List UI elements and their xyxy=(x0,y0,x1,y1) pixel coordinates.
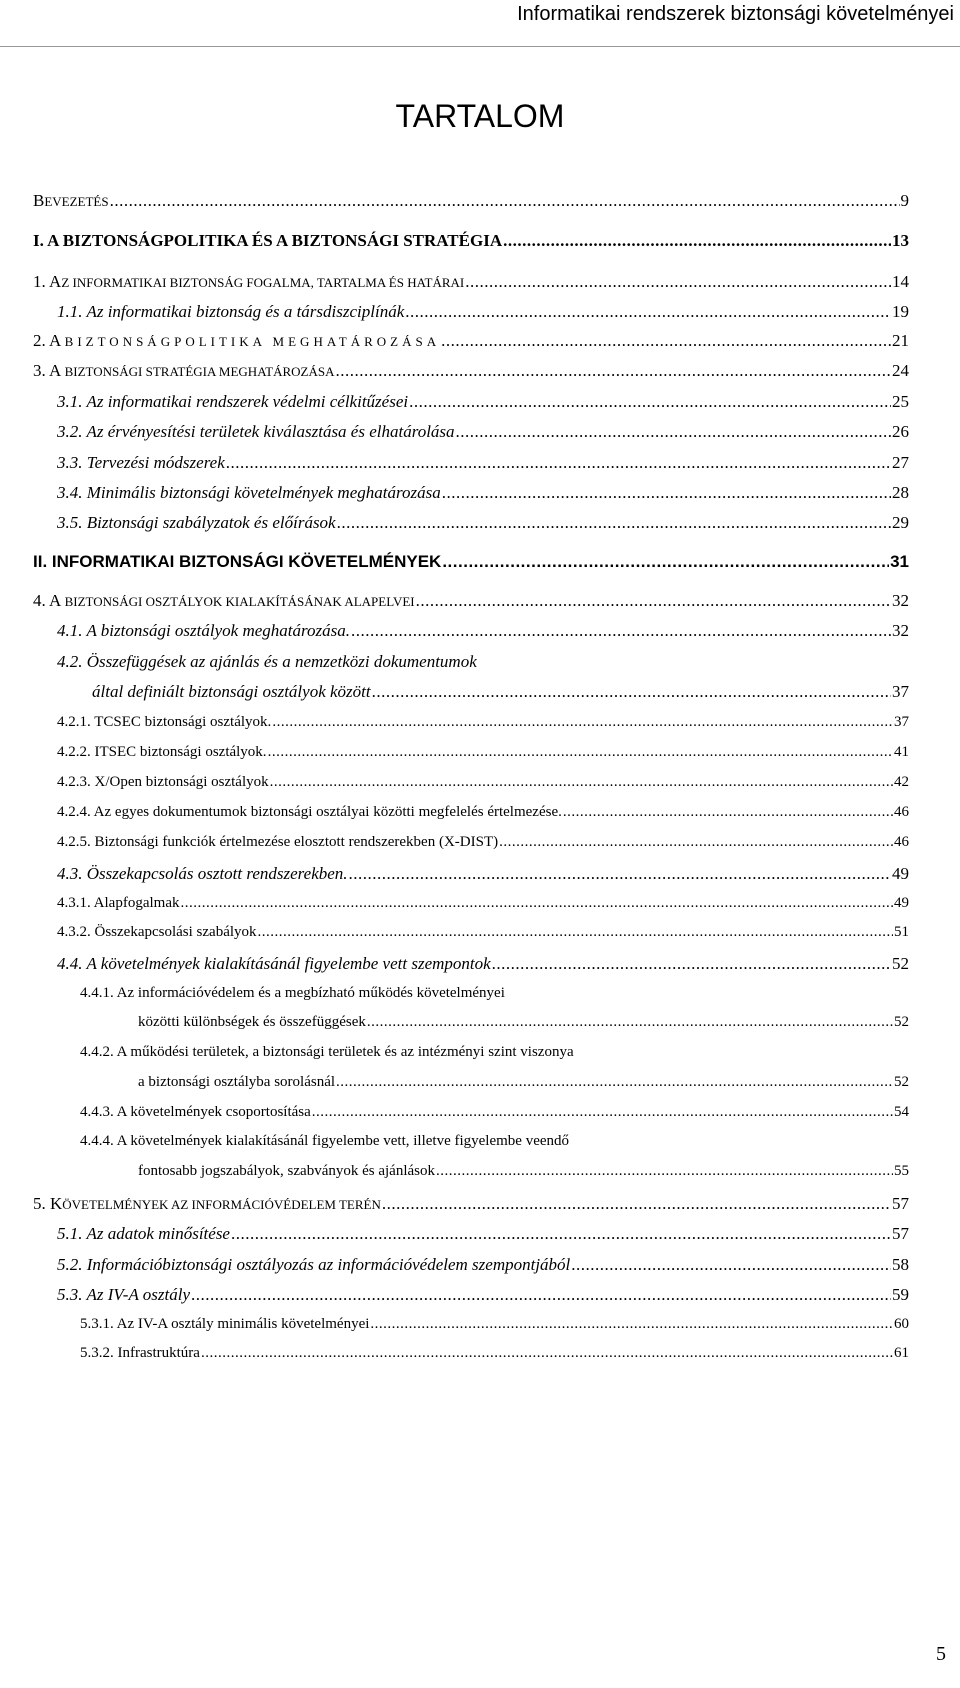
toc-label: 3.4. Minimális biztonsági követelmények meghatározása xyxy=(57,483,441,502)
toc-label: a biztonsági osztályba sorolásnál xyxy=(138,1074,336,1090)
toc-entry-4-2-5[interactable] xyxy=(57,834,909,858)
toc-label: 5.1. Az adatok minősítése xyxy=(57,1224,230,1243)
toc-entry-chapter-1[interactable] xyxy=(33,272,909,296)
toc-page-number: 57 xyxy=(892,1194,909,1213)
toc-entry-4-2[interactable] xyxy=(92,682,909,706)
toc-page-number: 9 xyxy=(900,191,909,210)
toc-page-number: 27 xyxy=(892,453,909,472)
toc-label: 5.3.2. Infrastruktúra xyxy=(80,1345,200,1361)
toc-label-lead: 5. K xyxy=(33,1194,63,1213)
toc-label: 4.3.2. Összekapcsolási szabályok xyxy=(57,924,257,940)
toc-entry-3-3[interactable] xyxy=(57,453,909,477)
toc-page-number: 14 xyxy=(892,272,909,291)
toc-leader-dots xyxy=(335,361,891,381)
toc-label-rest: BIZTONSÁGI OSZTÁLYOK KIALAKÍTÁSÁNAK ALAPELVEI xyxy=(61,594,415,609)
toc-page-number: 21 xyxy=(892,331,909,350)
toc-page-number: 19 xyxy=(892,302,909,321)
toc-entry-4-4-4[interactable] xyxy=(138,1163,909,1187)
toc-entry-4-4-2[interactable] xyxy=(138,1074,909,1098)
toc-leader-dots xyxy=(110,191,900,211)
toc-leader-dots xyxy=(456,422,891,442)
toc-page-number: 51 xyxy=(894,924,909,940)
toc-leader-dots xyxy=(180,895,893,912)
toc-page-number: 55 xyxy=(894,1163,909,1179)
toc-label-rest: BIZTONSÁGPOLITIKA MEGHATÁROZÁSA xyxy=(64,334,441,349)
toc-leader-dots xyxy=(367,1014,893,1031)
toc-entry-5-1[interactable] xyxy=(57,1224,909,1248)
toc-page-number: 52 xyxy=(894,1074,909,1090)
toc-page-number: 54 xyxy=(894,1104,909,1120)
toc-entry-4-4-4-first-line[interactable]: 4.4.4. A követelmények kialakításánál figyelembe vett, illetve figyelembe veendő xyxy=(80,1133,570,1149)
toc-entry-4-4-2-first-line[interactable]: 4.4.2. A működési területek, a biztonsági területek és az intézményi szint viszonya xyxy=(80,1044,574,1060)
toc-label: 4.3.1. Alapfogalmak xyxy=(57,895,180,911)
toc-entry-3-1[interactable] xyxy=(57,392,909,416)
toc-label: 3.2. Az érvényesítési területek kiválasztása és elhatárolása xyxy=(57,422,455,441)
toc-leader-dots xyxy=(201,1345,893,1362)
toc-leader-dots xyxy=(436,1163,893,1180)
toc-entry-4-3[interactable] xyxy=(57,864,909,888)
toc-page-number: 61 xyxy=(894,1345,909,1361)
toc-label: 4.4.3. A követelmények csoportosítása xyxy=(80,1104,311,1120)
toc-leader-dots xyxy=(382,1194,891,1214)
toc-entry-5-3-1[interactable] xyxy=(80,1316,909,1340)
toc-leader-dots xyxy=(312,1104,893,1121)
toc-entry-3-4[interactable] xyxy=(57,483,909,507)
toc-entry-chapter-4[interactable] xyxy=(33,591,909,615)
toc-leader-dots xyxy=(416,591,891,611)
toc-label: II. INFORMATIKAI BIZTONSÁGI KÖVETELMÉNYEK xyxy=(33,552,442,571)
toc-page-number: 46 xyxy=(894,834,909,850)
toc-entry-4-2-3[interactable] xyxy=(57,774,909,798)
toc-leader-dots xyxy=(409,392,891,412)
toc-page-number: 37 xyxy=(894,714,909,730)
toc-page-number: 46 xyxy=(894,804,909,820)
toc-entry-4-1[interactable] xyxy=(57,621,909,645)
toc-leader-dots xyxy=(441,331,891,351)
toc-label-rest: EVEZETÉS xyxy=(44,194,109,209)
toc-label: 5.2. Információbiztonsági osztályozás az információvédelem szempontjából xyxy=(57,1255,571,1274)
toc-entry-4-2-4[interactable] xyxy=(57,804,909,828)
toc-entry-4-3-2[interactable] xyxy=(57,924,909,948)
toc-label-lead: 1. A xyxy=(33,272,62,291)
toc-label-lead: 4. A xyxy=(33,591,62,610)
toc-leader-dots xyxy=(336,1074,893,1091)
toc-leader-dots xyxy=(191,1285,891,1305)
toc-entry-4-4-1[interactable] xyxy=(138,1014,909,1038)
toc-label: 4.2.1. TCSEC biztonsági osztályok. xyxy=(57,714,272,730)
toc-leader-dots xyxy=(405,302,891,322)
toc-label-rest: BIZTONSÁGI STRATÉGIA MEGHATÁROZÁSA xyxy=(61,364,335,379)
toc-leader-dots xyxy=(370,1316,893,1333)
toc-label: 4.3. Összekapcsolás osztott rendszerekben. xyxy=(57,864,348,883)
toc-leader-dots xyxy=(349,864,891,884)
toc-entry-5-3-2[interactable] xyxy=(80,1345,909,1369)
toc-page-number: 41 xyxy=(894,744,909,760)
toc-leader-dots xyxy=(270,774,893,791)
toc-entry-4-4-3[interactable] xyxy=(80,1104,909,1128)
toc-label: 4.2.3. X/Open biztonsági osztályok xyxy=(57,774,269,790)
toc-label: 5.3. Az IV-A osztály xyxy=(57,1285,191,1304)
toc-page-number: 58 xyxy=(892,1255,909,1274)
toc-page-number: 26 xyxy=(892,422,909,441)
toc-page-number: 59 xyxy=(892,1285,909,1304)
toc-label: által definiált biztonsági osztályok között xyxy=(92,682,371,701)
toc-entry-4-3-1[interactable] xyxy=(57,895,909,919)
toc-entry-4-2-2[interactable] xyxy=(57,744,909,768)
toc-leader-dots xyxy=(226,453,891,473)
toc-entry-chapter-5[interactable] xyxy=(33,1194,909,1218)
toc-leader-dots xyxy=(571,1255,891,1275)
toc-label: 4.2.2. ITSEC biztonsági osztályok. xyxy=(57,744,267,760)
toc-entry-4-4-1-first-line[interactable]: 4.4.1. Az információvédelem és a megbízható működés követelményei xyxy=(80,985,505,1001)
toc-entry-bevezetes[interactable] xyxy=(33,191,909,215)
header-title: Informatikai rendszerek biztonsági követelményei xyxy=(517,3,954,25)
toc-label: közötti különbségek és összefüggések xyxy=(138,1014,366,1030)
toc-label: 4.2.5. Biztonsági funkciók értelmezése elosztott rendszerekben (X-DIST) xyxy=(57,834,499,850)
toc-label-lead: B xyxy=(33,191,45,210)
toc-label: 3.1. Az informatikai rendszerek védelmi célkitűzései xyxy=(57,392,409,411)
toc-page-number: 60 xyxy=(894,1316,909,1332)
toc-page-number: 29 xyxy=(892,513,909,532)
toc-label-lead: 2. A xyxy=(33,331,61,350)
toc-page-number: 42 xyxy=(894,774,909,790)
toc-label: 5.3.1. Az IV-A osztály minimális követelményei xyxy=(80,1316,370,1332)
toc-entry-3-2[interactable] xyxy=(57,422,909,446)
toc-entry-part-2[interactable] xyxy=(33,552,909,576)
toc-label: 3.3. Tervezési módszerek xyxy=(57,453,225,472)
toc-entry-5-2[interactable] xyxy=(57,1255,909,1279)
toc-page-number: 32 xyxy=(892,621,909,640)
toc-page-number: 32 xyxy=(892,591,909,610)
toc-label-rest: Z INFORMATIKAI BIZTONSÁG FOGALMA, TARTALMA ÉS HATÁRAI xyxy=(61,275,465,290)
toc-label-rest: ÖVETELMÉNYEK AZ INFORMÁCIÓVÉDELEM TERÉN xyxy=(62,1197,381,1212)
toc-leader-dots xyxy=(268,744,893,761)
toc-label: 4.4. A követelmények kialakításánál figyelembe vett szempontok xyxy=(57,954,491,973)
toc-entry-5-3[interactable] xyxy=(57,1285,909,1309)
toc-label: I. A BIZTONSÁGPOLITIKA ÉS A BIZTONSÁGI STRATÉGIA xyxy=(33,231,503,250)
toc-entry-4-2-first-line[interactable]: 4.2. Összefüggések az ajánlás és a nemzetközi dokumentumok xyxy=(57,652,477,671)
toc-label: 1.1. Az informatikai biztonság és a társdiszciplínák xyxy=(57,302,405,321)
toc-entry-1-1[interactable] xyxy=(57,302,909,326)
toc-entry-chapter-2[interactable] xyxy=(33,331,909,355)
toc-page-number: 24 xyxy=(892,361,909,380)
toc-leader-dots xyxy=(337,513,891,533)
toc-entry-chapter-3[interactable] xyxy=(33,361,909,385)
toc-leader-dots xyxy=(372,682,891,702)
toc-page-number: 52 xyxy=(894,1014,909,1030)
toc-page-number: 37 xyxy=(892,682,909,701)
toc-page-number: 52 xyxy=(892,954,909,973)
toc-page-number: 49 xyxy=(894,895,909,911)
toc-page-number: 57 xyxy=(892,1224,909,1243)
toc-label: fontosabb jogszabályok, szabványok és ajánlások xyxy=(138,1163,436,1179)
toc-leader-dots xyxy=(231,1224,891,1244)
toc-entry-3-5[interactable] xyxy=(57,513,909,537)
toc-leader-dots xyxy=(503,231,891,251)
toc-label: 3.5. Biztonsági szabályzatok és előírások xyxy=(57,513,336,532)
toc-leader-dots xyxy=(492,954,891,974)
toc-page-number: 31 xyxy=(890,552,909,571)
page-title: TARTALOM xyxy=(395,98,565,134)
toc-leader-dots xyxy=(563,804,893,821)
toc-leader-dots xyxy=(442,552,889,572)
toc-leader-dots xyxy=(351,621,891,641)
toc-label: 4.2.4. Az egyes dokumentumok biztonsági osztályai közötti megfelelés értelmezése. xyxy=(57,804,562,820)
toc-entry-4-4[interactable] xyxy=(57,954,909,978)
toc-label-lead: 3. A xyxy=(33,361,62,380)
toc-leader-dots xyxy=(465,272,891,292)
toc-page-number: 25 xyxy=(892,392,909,411)
toc-leader-dots xyxy=(499,834,893,851)
toc-leader-dots xyxy=(272,714,893,731)
toc-page-number: 13 xyxy=(892,231,909,250)
toc-leader-dots xyxy=(442,483,891,503)
toc-entry-4-2-1[interactable] xyxy=(57,714,909,738)
toc-page-number: 28 xyxy=(892,483,909,502)
page-number: 5 xyxy=(936,1643,946,1665)
toc-page-number: 49 xyxy=(892,864,909,883)
toc-label: 4.1. A biztonsági osztályok meghatározása. xyxy=(57,621,350,640)
toc-entry-part-1[interactable] xyxy=(33,231,909,255)
toc-leader-dots xyxy=(258,924,893,941)
